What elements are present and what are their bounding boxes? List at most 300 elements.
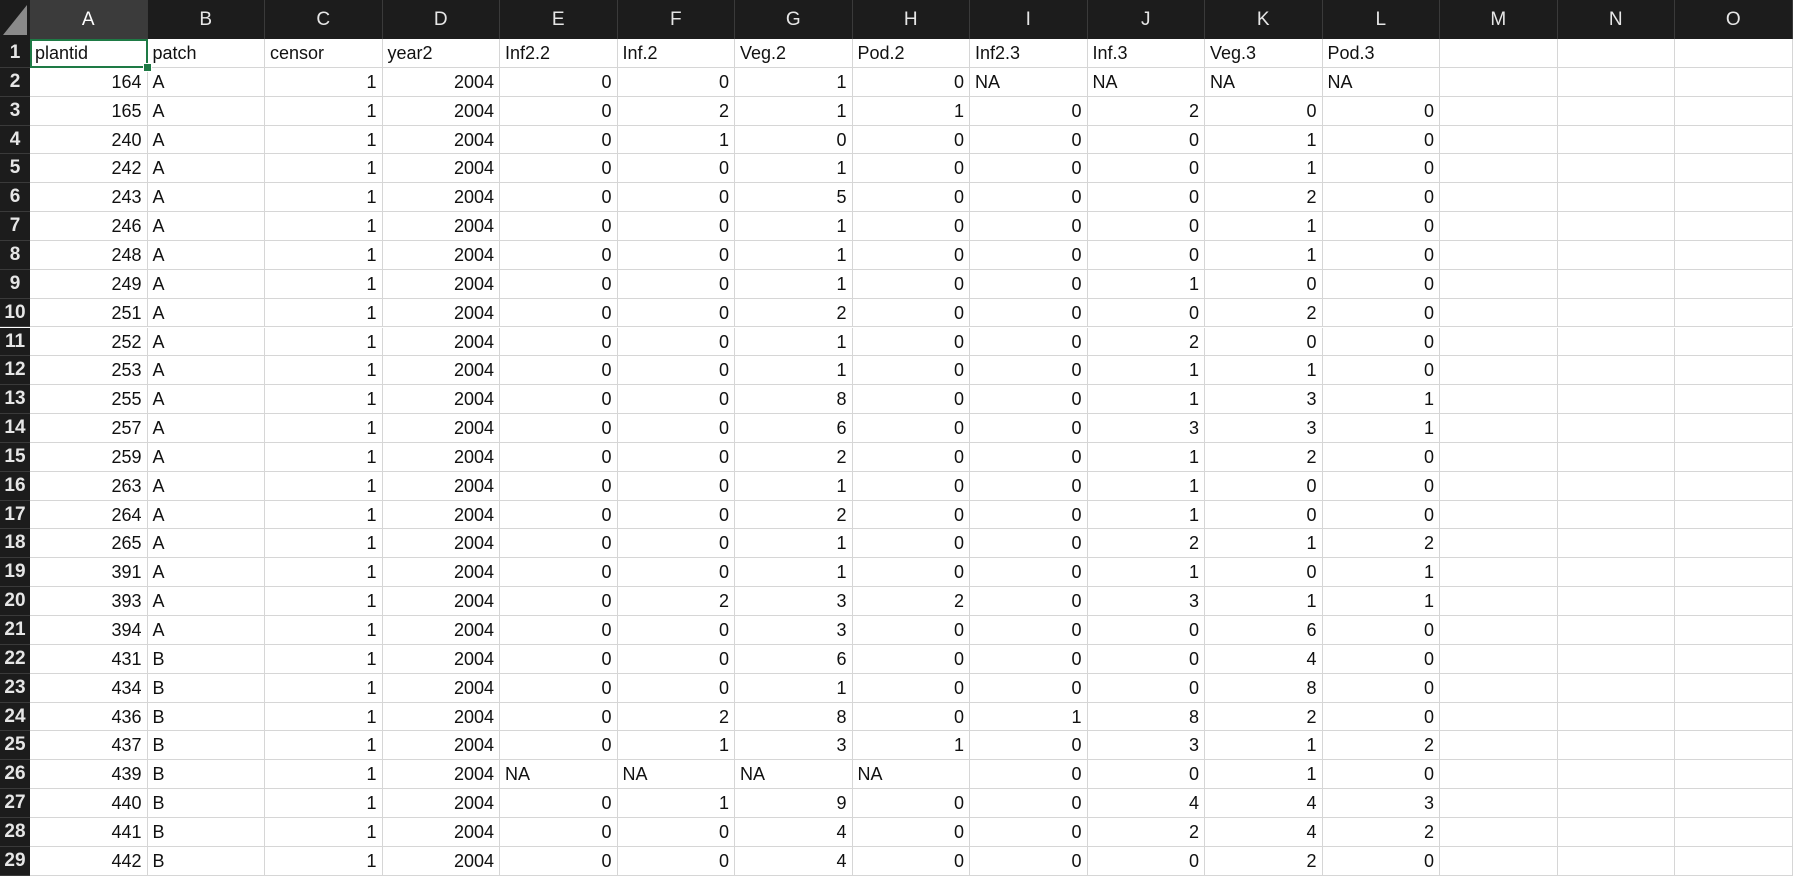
cell-n20[interactable] xyxy=(1558,587,1676,616)
cell-m14[interactable] xyxy=(1440,414,1558,443)
cell-m27[interactable] xyxy=(1440,789,1558,818)
cell-j5[interactable]: 0 xyxy=(1088,154,1206,183)
cell-i13[interactable]: 0 xyxy=(970,385,1088,414)
cell-l14[interactable]: 1 xyxy=(1323,414,1441,443)
row-header-11[interactable]: 11 xyxy=(0,328,30,357)
cell-l24[interactable]: 0 xyxy=(1323,703,1441,732)
cell-g18[interactable]: 1 xyxy=(735,529,853,558)
cell-e16[interactable]: 0 xyxy=(500,472,618,501)
cell-m6[interactable] xyxy=(1440,183,1558,212)
cell-n21[interactable] xyxy=(1558,616,1676,645)
row-header-19[interactable]: 19 xyxy=(0,558,30,587)
row-header-8[interactable]: 8 xyxy=(0,241,30,270)
cell-c18[interactable]: 1 xyxy=(265,529,383,558)
cell-a12[interactable]: 253 xyxy=(30,356,148,385)
cell-f2[interactable]: 0 xyxy=(618,68,736,97)
cell-o23[interactable] xyxy=(1675,674,1793,703)
cell-m25[interactable] xyxy=(1440,731,1558,760)
cell-l29[interactable]: 0 xyxy=(1323,847,1441,876)
cell-g28[interactable]: 4 xyxy=(735,818,853,847)
cell-i18[interactable]: 0 xyxy=(970,529,1088,558)
cell-j3[interactable]: 2 xyxy=(1088,97,1206,126)
cell-k2[interactable]: NA xyxy=(1205,68,1323,97)
cell-c7[interactable]: 1 xyxy=(265,212,383,241)
cell-a28[interactable]: 441 xyxy=(30,818,148,847)
cell-e22[interactable]: 0 xyxy=(500,645,618,674)
cell-l9[interactable]: 0 xyxy=(1323,270,1441,299)
cell-n19[interactable] xyxy=(1558,558,1676,587)
cell-g4[interactable]: 0 xyxy=(735,126,853,155)
cell-k17[interactable]: 0 xyxy=(1205,501,1323,530)
row-header-5[interactable]: 5 xyxy=(0,154,30,183)
cell-g25[interactable]: 3 xyxy=(735,731,853,760)
cell-h3[interactable]: 1 xyxy=(853,97,971,126)
cell-h29[interactable]: 0 xyxy=(853,847,971,876)
cell-a14[interactable]: 257 xyxy=(30,414,148,443)
column-header-e[interactable]: E xyxy=(500,0,618,39)
row-header-6[interactable]: 6 xyxy=(0,183,30,212)
cell-g8[interactable]: 1 xyxy=(735,241,853,270)
cell-e5[interactable]: 0 xyxy=(500,154,618,183)
cell-j18[interactable]: 2 xyxy=(1088,529,1206,558)
cell-o10[interactable] xyxy=(1675,299,1793,328)
cell-j28[interactable]: 2 xyxy=(1088,818,1206,847)
cell-n5[interactable] xyxy=(1558,154,1676,183)
cell-b13[interactable]: A xyxy=(148,385,266,414)
cell-a9[interactable]: 249 xyxy=(30,270,148,299)
cell-m7[interactable] xyxy=(1440,212,1558,241)
cell-k7[interactable]: 1 xyxy=(1205,212,1323,241)
cell-f28[interactable]: 0 xyxy=(618,818,736,847)
cell-k14[interactable]: 3 xyxy=(1205,414,1323,443)
cell-m10[interactable] xyxy=(1440,299,1558,328)
cell-l11[interactable]: 0 xyxy=(1323,328,1441,357)
cell-m4[interactable] xyxy=(1440,126,1558,155)
cell-j24[interactable]: 8 xyxy=(1088,703,1206,732)
cell-d26[interactable]: 2004 xyxy=(383,760,501,789)
cell-d13[interactable]: 2004 xyxy=(383,385,501,414)
cell-m26[interactable] xyxy=(1440,760,1558,789)
cell-j25[interactable]: 3 xyxy=(1088,731,1206,760)
cell-f7[interactable]: 0 xyxy=(618,212,736,241)
cell-d3[interactable]: 2004 xyxy=(383,97,501,126)
cell-k8[interactable]: 1 xyxy=(1205,241,1323,270)
cell-e1[interactable]: Inf2.2 xyxy=(500,39,618,68)
column-header-d[interactable]: D xyxy=(383,0,501,39)
cell-b19[interactable]: A xyxy=(148,558,266,587)
cell-h4[interactable]: 0 xyxy=(853,126,971,155)
cell-j17[interactable]: 1 xyxy=(1088,501,1206,530)
cell-h5[interactable]: 0 xyxy=(853,154,971,183)
cell-d10[interactable]: 2004 xyxy=(383,299,501,328)
cell-n16[interactable] xyxy=(1558,472,1676,501)
cell-a8[interactable]: 248 xyxy=(30,241,148,270)
cell-g9[interactable]: 1 xyxy=(735,270,853,299)
cell-h10[interactable]: 0 xyxy=(853,299,971,328)
cell-g3[interactable]: 1 xyxy=(735,97,853,126)
cell-l18[interactable]: 2 xyxy=(1323,529,1441,558)
cell-c14[interactable]: 1 xyxy=(265,414,383,443)
cell-a19[interactable]: 391 xyxy=(30,558,148,587)
cell-f5[interactable]: 0 xyxy=(618,154,736,183)
cell-c10[interactable]: 1 xyxy=(265,299,383,328)
cell-h20[interactable]: 2 xyxy=(853,587,971,616)
row-header-20[interactable]: 20 xyxy=(0,587,30,616)
cell-k25[interactable]: 1 xyxy=(1205,731,1323,760)
cell-i26[interactable]: 0 xyxy=(970,760,1088,789)
cell-k15[interactable]: 2 xyxy=(1205,443,1323,472)
cell-j7[interactable]: 0 xyxy=(1088,212,1206,241)
cell-d2[interactable]: 2004 xyxy=(383,68,501,97)
cell-l6[interactable]: 0 xyxy=(1323,183,1441,212)
cell-m15[interactable] xyxy=(1440,443,1558,472)
cell-o3[interactable] xyxy=(1675,97,1793,126)
cell-g26[interactable]: NA xyxy=(735,760,853,789)
cell-b24[interactable]: B xyxy=(148,703,266,732)
cell-n9[interactable] xyxy=(1558,270,1676,299)
cell-k26[interactable]: 1 xyxy=(1205,760,1323,789)
cell-j12[interactable]: 1 xyxy=(1088,356,1206,385)
cell-o12[interactable] xyxy=(1675,356,1793,385)
cell-d5[interactable]: 2004 xyxy=(383,154,501,183)
cell-b9[interactable]: A xyxy=(148,270,266,299)
cell-f11[interactable]: 0 xyxy=(618,328,736,357)
cell-m23[interactable] xyxy=(1440,674,1558,703)
cell-a6[interactable]: 243 xyxy=(30,183,148,212)
cell-i1[interactable]: Inf2.3 xyxy=(970,39,1088,68)
column-header-i[interactable]: I xyxy=(970,0,1088,39)
cell-d19[interactable]: 2004 xyxy=(383,558,501,587)
cell-e12[interactable]: 0 xyxy=(500,356,618,385)
cell-o1[interactable] xyxy=(1675,39,1793,68)
cell-e3[interactable]: 0 xyxy=(500,97,618,126)
cell-a18[interactable]: 265 xyxy=(30,529,148,558)
cell-b18[interactable]: A xyxy=(148,529,266,558)
cell-i10[interactable]: 0 xyxy=(970,299,1088,328)
cell-e26[interactable]: NA xyxy=(500,760,618,789)
cell-o14[interactable] xyxy=(1675,414,1793,443)
cell-m21[interactable] xyxy=(1440,616,1558,645)
column-header-l[interactable]: L xyxy=(1323,0,1441,39)
row-header-14[interactable]: 14 xyxy=(0,414,30,443)
cell-b12[interactable]: A xyxy=(148,356,266,385)
row-header-12[interactable]: 12 xyxy=(0,356,30,385)
cell-n28[interactable] xyxy=(1558,818,1676,847)
cell-n3[interactable] xyxy=(1558,97,1676,126)
cell-o27[interactable] xyxy=(1675,789,1793,818)
cell-i4[interactable]: 0 xyxy=(970,126,1088,155)
cell-f14[interactable]: 0 xyxy=(618,414,736,443)
cell-i21[interactable]: 0 xyxy=(970,616,1088,645)
cell-m20[interactable] xyxy=(1440,587,1558,616)
cell-i14[interactable]: 0 xyxy=(970,414,1088,443)
cell-h2[interactable]: 0 xyxy=(853,68,971,97)
cell-j21[interactable]: 0 xyxy=(1088,616,1206,645)
cell-k27[interactable]: 4 xyxy=(1205,789,1323,818)
cell-l21[interactable]: 0 xyxy=(1323,616,1441,645)
cell-e29[interactable]: 0 xyxy=(500,847,618,876)
cell-g29[interactable]: 4 xyxy=(735,847,853,876)
cell-o11[interactable] xyxy=(1675,328,1793,357)
cell-i12[interactable]: 0 xyxy=(970,356,1088,385)
cell-f4[interactable]: 1 xyxy=(618,126,736,155)
column-header-k[interactable]: K xyxy=(1205,0,1323,39)
cell-b28[interactable]: B xyxy=(148,818,266,847)
cell-f25[interactable]: 1 xyxy=(618,731,736,760)
cell-k6[interactable]: 2 xyxy=(1205,183,1323,212)
cell-b4[interactable]: A xyxy=(148,126,266,155)
cell-l2[interactable]: NA xyxy=(1323,68,1441,97)
row-header-13[interactable]: 13 xyxy=(0,385,30,414)
row-header-7[interactable]: 7 xyxy=(0,212,30,241)
cell-b10[interactable]: A xyxy=(148,299,266,328)
cell-i28[interactable]: 0 xyxy=(970,818,1088,847)
cell-k13[interactable]: 3 xyxy=(1205,385,1323,414)
cell-g23[interactable]: 1 xyxy=(735,674,853,703)
cell-b17[interactable]: A xyxy=(148,501,266,530)
cell-f21[interactable]: 0 xyxy=(618,616,736,645)
cell-j23[interactable]: 0 xyxy=(1088,674,1206,703)
cell-j1[interactable]: Inf.3 xyxy=(1088,39,1206,68)
cell-m29[interactable] xyxy=(1440,847,1558,876)
cell-m11[interactable] xyxy=(1440,328,1558,357)
cell-f22[interactable]: 0 xyxy=(618,645,736,674)
cell-g19[interactable]: 1 xyxy=(735,558,853,587)
cell-d28[interactable]: 2004 xyxy=(383,818,501,847)
cell-f9[interactable]: 0 xyxy=(618,270,736,299)
cell-k11[interactable]: 0 xyxy=(1205,328,1323,357)
cell-h22[interactable]: 0 xyxy=(853,645,971,674)
cell-a26[interactable]: 439 xyxy=(30,760,148,789)
column-header-c[interactable]: C xyxy=(265,0,383,39)
row-header-16[interactable]: 16 xyxy=(0,472,30,501)
cell-n26[interactable] xyxy=(1558,760,1676,789)
cell-k12[interactable]: 1 xyxy=(1205,356,1323,385)
cell-m1[interactable] xyxy=(1440,39,1558,68)
cell-l17[interactable]: 0 xyxy=(1323,501,1441,530)
cell-g27[interactable]: 9 xyxy=(735,789,853,818)
cell-c8[interactable]: 1 xyxy=(265,241,383,270)
cell-l28[interactable]: 2 xyxy=(1323,818,1441,847)
cell-b20[interactable]: A xyxy=(148,587,266,616)
cell-e19[interactable]: 0 xyxy=(500,558,618,587)
cell-k24[interactable]: 2 xyxy=(1205,703,1323,732)
cell-a13[interactable]: 255 xyxy=(30,385,148,414)
cell-l10[interactable]: 0 xyxy=(1323,299,1441,328)
cell-k1[interactable]: Veg.3 xyxy=(1205,39,1323,68)
cell-l23[interactable]: 0 xyxy=(1323,674,1441,703)
cell-n12[interactable] xyxy=(1558,356,1676,385)
column-header-j[interactable]: J xyxy=(1088,0,1206,39)
cell-d17[interactable]: 2004 xyxy=(383,501,501,530)
row-header-9[interactable]: 9 xyxy=(0,270,30,299)
cell-c16[interactable]: 1 xyxy=(265,472,383,501)
cell-k19[interactable]: 0 xyxy=(1205,558,1323,587)
cell-n15[interactable] xyxy=(1558,443,1676,472)
cell-a16[interactable]: 263 xyxy=(30,472,148,501)
cell-n4[interactable] xyxy=(1558,126,1676,155)
cell-e28[interactable]: 0 xyxy=(500,818,618,847)
cell-c24[interactable]: 1 xyxy=(265,703,383,732)
cell-h11[interactable]: 0 xyxy=(853,328,971,357)
cell-c1[interactable]: censor xyxy=(265,39,383,68)
cell-e24[interactable]: 0 xyxy=(500,703,618,732)
cell-g20[interactable]: 3 xyxy=(735,587,853,616)
cell-j16[interactable]: 1 xyxy=(1088,472,1206,501)
cell-l20[interactable]: 1 xyxy=(1323,587,1441,616)
cell-j9[interactable]: 1 xyxy=(1088,270,1206,299)
cell-b16[interactable]: A xyxy=(148,472,266,501)
cell-b21[interactable]: A xyxy=(148,616,266,645)
cell-o17[interactable] xyxy=(1675,501,1793,530)
cell-g6[interactable]: 5 xyxy=(735,183,853,212)
cell-a11[interactable]: 252 xyxy=(30,328,148,357)
cell-f1[interactable]: Inf.2 xyxy=(618,39,736,68)
cell-e13[interactable]: 0 xyxy=(500,385,618,414)
cell-o20[interactable] xyxy=(1675,587,1793,616)
cell-g5[interactable]: 1 xyxy=(735,154,853,183)
cell-n1[interactable] xyxy=(1558,39,1676,68)
cell-b8[interactable]: A xyxy=(148,241,266,270)
cell-f16[interactable]: 0 xyxy=(618,472,736,501)
cell-o25[interactable] xyxy=(1675,731,1793,760)
cell-j19[interactable]: 1 xyxy=(1088,558,1206,587)
cell-f8[interactable]: 0 xyxy=(618,241,736,270)
cell-j10[interactable]: 0 xyxy=(1088,299,1206,328)
cell-i20[interactable]: 0 xyxy=(970,587,1088,616)
cell-a2[interactable]: 164 xyxy=(30,68,148,97)
cell-l13[interactable]: 1 xyxy=(1323,385,1441,414)
cell-o7[interactable] xyxy=(1675,212,1793,241)
cell-i5[interactable]: 0 xyxy=(970,154,1088,183)
cell-i2[interactable]: NA xyxy=(970,68,1088,97)
row-header-22[interactable]: 22 xyxy=(0,645,30,674)
cell-e7[interactable]: 0 xyxy=(500,212,618,241)
cell-k18[interactable]: 1 xyxy=(1205,529,1323,558)
cell-m5[interactable] xyxy=(1440,154,1558,183)
column-header-g[interactable]: G xyxy=(735,0,853,39)
cell-b14[interactable]: A xyxy=(148,414,266,443)
cell-g15[interactable]: 2 xyxy=(735,443,853,472)
cell-d18[interactable]: 2004 xyxy=(383,529,501,558)
cell-j20[interactable]: 3 xyxy=(1088,587,1206,616)
cell-o22[interactable] xyxy=(1675,645,1793,674)
cell-d16[interactable]: 2004 xyxy=(383,472,501,501)
cell-f20[interactable]: 2 xyxy=(618,587,736,616)
row-header-15[interactable]: 15 xyxy=(0,443,30,472)
cell-h27[interactable]: 0 xyxy=(853,789,971,818)
cell-j15[interactable]: 1 xyxy=(1088,443,1206,472)
cell-k4[interactable]: 1 xyxy=(1205,126,1323,155)
cell-j26[interactable]: 0 xyxy=(1088,760,1206,789)
cell-k9[interactable]: 0 xyxy=(1205,270,1323,299)
cell-h13[interactable]: 0 xyxy=(853,385,971,414)
cell-f13[interactable]: 0 xyxy=(618,385,736,414)
cell-o26[interactable] xyxy=(1675,760,1793,789)
row-header-10[interactable]: 10 xyxy=(0,299,30,328)
cell-g14[interactable]: 6 xyxy=(735,414,853,443)
cell-a22[interactable]: 431 xyxy=(30,645,148,674)
cell-e6[interactable]: 0 xyxy=(500,183,618,212)
cell-h28[interactable]: 0 xyxy=(853,818,971,847)
cell-h19[interactable]: 0 xyxy=(853,558,971,587)
cell-b26[interactable]: B xyxy=(148,760,266,789)
cell-d11[interactable]: 2004 xyxy=(383,328,501,357)
cell-c25[interactable]: 1 xyxy=(265,731,383,760)
cell-m16[interactable] xyxy=(1440,472,1558,501)
cell-f3[interactable]: 2 xyxy=(618,97,736,126)
cell-o15[interactable] xyxy=(1675,443,1793,472)
cell-b29[interactable]: B xyxy=(148,847,266,876)
cell-h8[interactable]: 0 xyxy=(853,241,971,270)
cell-g21[interactable]: 3 xyxy=(735,616,853,645)
cell-a3[interactable]: 165 xyxy=(30,97,148,126)
cell-o6[interactable] xyxy=(1675,183,1793,212)
cell-f17[interactable]: 0 xyxy=(618,501,736,530)
cell-l27[interactable]: 3 xyxy=(1323,789,1441,818)
cell-k5[interactable]: 1 xyxy=(1205,154,1323,183)
cell-c11[interactable]: 1 xyxy=(265,328,383,357)
cell-k29[interactable]: 2 xyxy=(1205,847,1323,876)
cell-b2[interactable]: A xyxy=(148,68,266,97)
cell-d27[interactable]: 2004 xyxy=(383,789,501,818)
cell-m3[interactable] xyxy=(1440,97,1558,126)
cell-g1[interactable]: Veg.2 xyxy=(735,39,853,68)
cell-l19[interactable]: 1 xyxy=(1323,558,1441,587)
cell-o13[interactable] xyxy=(1675,385,1793,414)
cell-j14[interactable]: 3 xyxy=(1088,414,1206,443)
cell-i3[interactable]: 0 xyxy=(970,97,1088,126)
column-header-f[interactable]: F xyxy=(618,0,736,39)
cell-b7[interactable]: A xyxy=(148,212,266,241)
cell-b15[interactable]: A xyxy=(148,443,266,472)
cell-e4[interactable]: 0 xyxy=(500,126,618,155)
cell-g10[interactable]: 2 xyxy=(735,299,853,328)
cell-i7[interactable]: 0 xyxy=(970,212,1088,241)
cell-h25[interactable]: 1 xyxy=(853,731,971,760)
cell-i19[interactable]: 0 xyxy=(970,558,1088,587)
cell-o29[interactable] xyxy=(1675,847,1793,876)
row-header-4[interactable]: 4 xyxy=(0,126,30,155)
row-header-18[interactable]: 18 xyxy=(0,529,30,558)
cell-g17[interactable]: 2 xyxy=(735,501,853,530)
cell-c29[interactable]: 1 xyxy=(265,847,383,876)
cell-h12[interactable]: 0 xyxy=(853,356,971,385)
cell-l26[interactable]: 0 xyxy=(1323,760,1441,789)
column-header-b[interactable]: B xyxy=(148,0,266,39)
cell-d9[interactable]: 2004 xyxy=(383,270,501,299)
cell-g2[interactable]: 1 xyxy=(735,68,853,97)
cell-n7[interactable] xyxy=(1558,212,1676,241)
cell-i25[interactable]: 0 xyxy=(970,731,1088,760)
cell-f10[interactable]: 0 xyxy=(618,299,736,328)
cell-g13[interactable]: 8 xyxy=(735,385,853,414)
cell-o16[interactable] xyxy=(1675,472,1793,501)
cell-o24[interactable] xyxy=(1675,703,1793,732)
row-header-24[interactable]: 24 xyxy=(0,703,30,732)
cell-d12[interactable]: 2004 xyxy=(383,356,501,385)
cell-j27[interactable]: 4 xyxy=(1088,789,1206,818)
column-header-h[interactable]: H xyxy=(853,0,971,39)
cell-h16[interactable]: 0 xyxy=(853,472,971,501)
cell-m2[interactable] xyxy=(1440,68,1558,97)
row-header-29[interactable]: 29 xyxy=(0,847,30,876)
row-header-2[interactable]: 2 xyxy=(0,68,30,97)
row-header-27[interactable]: 27 xyxy=(0,789,30,818)
cell-d23[interactable]: 2004 xyxy=(383,674,501,703)
cell-c17[interactable]: 1 xyxy=(265,501,383,530)
cell-e25[interactable]: 0 xyxy=(500,731,618,760)
